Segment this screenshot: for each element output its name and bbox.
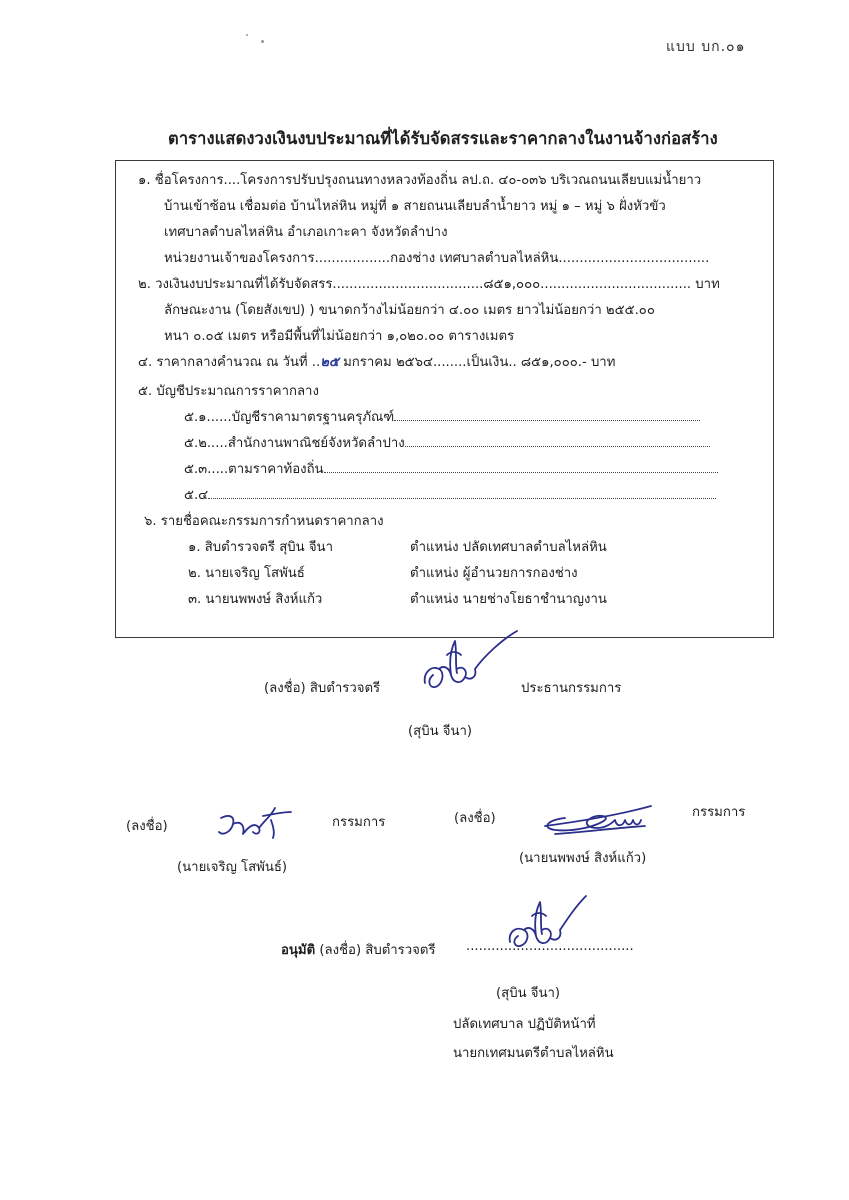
member1-position: ตำแหน่ง ปลัดเทศบาลตำบลไหล่หิน: [410, 540, 607, 555]
item5-sub1: ๕.๑......บัญชีราคามาตรฐานครุภัณฑ์: [184, 406, 700, 427]
item4-line: [138, 351, 615, 372]
approve-word: อนุมัติ: [281, 943, 316, 958]
item1-line4: หน่วยงานเจ้าของโครงการ..................กองช่าง เทศบาลตำบลไหล่หิน....................................: [164, 251, 710, 266]
item5-sub4: ๕.๔: [184, 484, 716, 505]
approve-signature-image: [500, 890, 590, 960]
item1-line2: บ้านเข้าซ้อน เชื่อมต่อ บ้านไหล่หิน หมู่ที่ ๑ สายถนนเลียบลำน้ำยาว หมู่ ๑ – หมู่ ๖ ฝั่งหัวขัว: [164, 199, 666, 214]
item4-suffix: มกราคม ๒๕๖๔........เป็นเงิน.. ๘๕๑,๐๐๐.- บาท: [338, 355, 616, 370]
document-title: ตารางแสดงวงเงินงบประมาณที่ได้รับจัดสรรและราคากลางในงานจ้างก่อสร้าง: [168, 129, 718, 148]
member1-name: (นายเจริญ โสพันธ์): [177, 860, 288, 875]
member1-signature-image: [215, 800, 295, 845]
chair-name: (สุบิน จีนา): [408, 724, 473, 739]
item4-prefix: ๔. ราคากลางคำนวณ ณ วันที่ ..: [138, 355, 321, 370]
approve-name: (สุบิน จีนา): [496, 986, 561, 1001]
chair-sign-label: (ลงชื่อ) สิบตำรวจตรี: [264, 681, 381, 696]
member2-signature-image: [535, 798, 660, 843]
member2-sign-label: (ลงชื่อ): [454, 811, 496, 826]
approve-title1: ปลัดเทศบาล ปฏิบัติหน้าที่: [453, 1017, 596, 1032]
item2-line3: หนา ๐.๐๕ เมตร หรือมีพื้นที่ไม่น้อยกว่า ๑,๐๒๐.๐๐ ตารางเมตร: [164, 329, 515, 344]
member2-name: ๒. นายเจริญ โสพันธ์: [188, 566, 305, 581]
item2-line2: ลักษณะงาน (โดยสังเขป) ) ขนาดกว้างไม่น้อยกว่า ๔.๐๐ เมตร ยาวไม่น้อยกว่า ๒๕๕.๐๐: [164, 303, 655, 318]
item6-heading: ๖. รายชื่อคณะกรรมการกำหนดราคากลาง: [144, 514, 384, 529]
item5-sub3: ๕.๓.....ตามราคาท้องถิ่น: [184, 458, 718, 479]
member1-role: กรรมการ: [332, 815, 386, 830]
item1-line1: ๑. ชื่อโครงการ....โครงการปรับปรุงถนนทางหลวงท้องถิ่น ลป.ถ. ๔๐-๐๓๖ บริเวณถนนเลียบแม่น้ำยาว: [138, 173, 702, 188]
item2-line1: ๒. วงเงินงบประมาณที่ได้รับจัดสรร....................................๘๕๑,๐๐๐.................................... บาท: [138, 277, 720, 292]
approve-dots: ........................................: [466, 939, 634, 954]
chair-signature-image: [405, 625, 525, 705]
approve-title2: นายกเทศมนตรีตำบลไหล่หิน: [453, 1046, 614, 1061]
member3-position: ตำแหน่ง นายช่างโยธาชำนาญงาน: [410, 592, 607, 607]
item5-sub2: ๕.๒.....สำนักงานพาณิชย์จังหวัดลำปาง: [184, 432, 710, 453]
item5-heading: ๕. บัญชีประมาณการราคากลาง: [138, 384, 319, 399]
item4-day-handwritten: ๒๕: [320, 355, 339, 370]
member2-position: ตำแหน่ง ผู้อำนวยการกองช่าง: [410, 566, 578, 581]
member3-name: ๓. นายนพพงษ์ สิงห์แก้ว: [188, 592, 323, 607]
member1-sign-label: (ลงชื่อ): [126, 819, 168, 834]
member2-name: (นายนพพงษ์ สิงห์แก้ว): [519, 851, 647, 866]
chair-role: ประธานกรรมการ: [521, 681, 622, 696]
approve-sign-label: (ลงชื่อ) สิบตำรวจตรี: [319, 943, 436, 958]
scan-speck: [261, 40, 264, 43]
approve-line: [281, 939, 436, 960]
member2-role: กรรมการ: [692, 805, 746, 820]
form-code: แบบ บก.๐๑: [666, 39, 746, 55]
member1-name: ๑. สิบตำรวจตรี สุบิน จีนา: [188, 540, 333, 555]
scan-speck: [246, 34, 248, 36]
item1-line3: เทศบาลตำบลไหล่หิน อำเภอเกาะคา จังหวัดลำปาง: [164, 225, 448, 240]
project-info-box: [115, 160, 774, 638]
